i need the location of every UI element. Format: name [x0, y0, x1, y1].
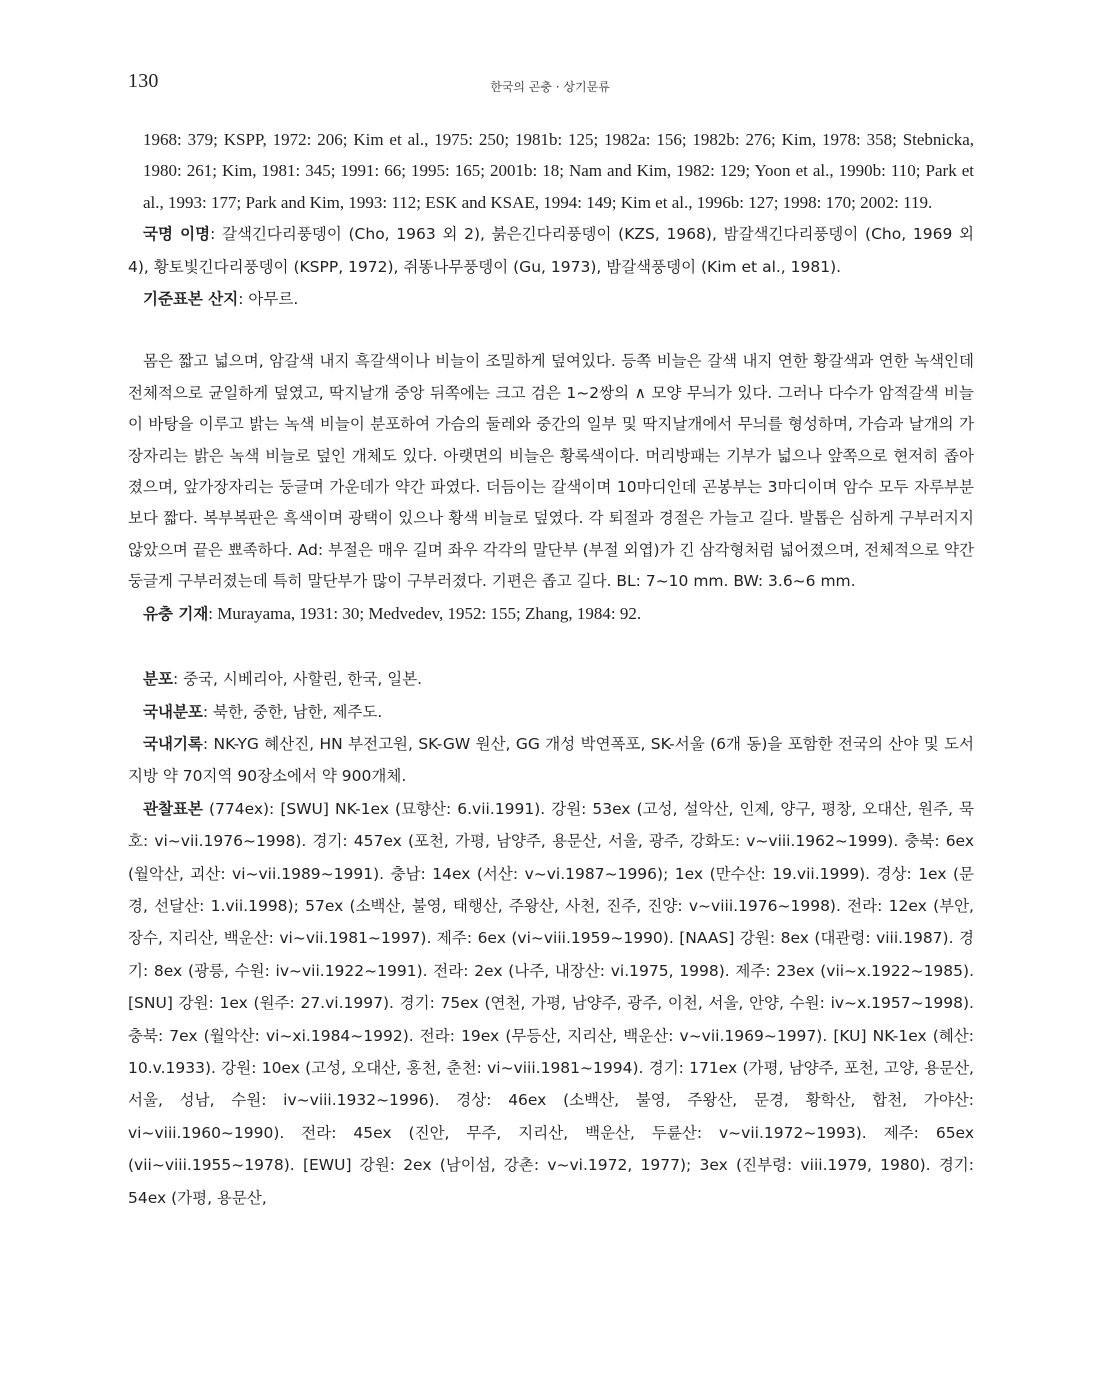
- domestic-distribution-text: : 북한, 중한, 남한, 제주도.: [202, 702, 383, 721]
- domestic-records-paragraph: [128, 728, 974, 793]
- distribution-text: : 중국, 시베리아, 사할린, 한국, 일본.: [172, 670, 423, 689]
- type-locality-heading: 기준표본 산지: [143, 290, 239, 309]
- type-locality-text: : 아무르.: [238, 290, 299, 309]
- korean-names-heading: 국명 이명: [143, 225, 211, 244]
- domestic-distribution-heading: 국내분포: [143, 702, 203, 721]
- larva-paragraph: [128, 598, 974, 630]
- description-paragraph: 몸은 짧고 넓으며, 암갈색 내지 흑갈색이나 비늘이 조밀하게 덮여있다. 등쪽 비늘은 갈색 내지 연한 황갈색과 연한 녹색인데 전체적으로 균일하게 덮였고, 딱지날개 중앙 뒤쪽에는 크고 검은 1~2쌍의 ∧ 모양 무늬가 있다. 그러나 다수가 암적갈색 비늘이 바탕을 이루고 밝는 녹색 비늘이 분포하여 가슴의 둘레와 중간의 일부 및 딱지날개에서 무늬를 형성하며, 가슴과 날개의 가장자리는 밝은 녹색 비늘로 덮인 개체도 있다. 아랫면의 비늘은 황록색이다. 머리방패는 기부가 넓으나 앞쪽으로 현저히 좁아졌으며, 앞가장자리는 둥글며 가운데가 약간 파였다. 더듬이는 갈색이며 10마디인데 곤봉부는 3마디이며 암수 모두 자루부분보다 짧다. 복부복판은 흑색이며 광택이 있으나 황색 비늘로 덮였다. 각 퇴절과 경절은 가늘고 길다. 발톱은 심하게 구부러지지 않았으며 끝은 뾰족하다. Ad: 부절은 매우 길며 좌우 각각의 말단부 (부절 외엽)가 긴 삼각형처럼 넓어졌으며, 전체적으로 약간 둥글게 구부러졌는데 특히 말단부가 많이 구부러졌다. 기편은 좁고 길다. BL: 7~10 mm. BW: 3.6~6 mm.: [128, 352, 974, 591]
- specimens-text: (774ex): [SWU] NK-1ex (묘향산: 6.vii.1991). 강원: 53ex (고성, 설악산, 인제, 양구, 평창, 오대산, 원주, 묵호: vi~vii.1976~1998). 경기: 457ex (포천, 가평, 남양주, 용문산, 서울, 광주, 강화도: v~viii.1962~1999). 충북: 6ex (월악산, 괴산: vi~vii.1989~1991). 충남: 14ex (서산: v~vi.1987~1996); 1ex (만수산: 19.vii.1999). 경상: 1ex (문경, 선달산: 1.vii.1998); 57ex (소백산, 불영, 태행산, 주왕산, 사천, 진주, 진양: v~viii.1976~1998). 전라: 12ex (부안, 장수, 지리산, 백운산: vi~vii.1981~1997). 제주: 6ex (vi~viii.1959~1990). [NAAS] 강원: 8ex (대관령: viii.1987). 경기: 8ex (광릉, 수원: iv~vii.1922~1991). 전라: 2ex (나주, 내장산: vi.1975, 1998). 제주: 23ex (vii~x.1922~1985). [SNU] 강원: 1ex (원주: 27.vi.1997). 경기: 75ex (연천, 가평, 남양주, 광주, 이천, 서울, 안양, 수원: iv~x.1957~1998). 충북: 7ex (월악산: vi~xi.1984~1992). 전라: 19ex (무등산, 지리산, 백운산: v~vii.1969~1997). [KU] NK-1ex (혜산: 10.v.1933). 강원: 10ex (고성, 오대산, 홍천, 춘천: vi~viii.1981~1994). 경기: 171ex (가평, 남양주, 포천, 고양, 용문산, 서울, 성남, 수원: iv~viii.1932~1996). 경상: 46ex (소백산, 불영, 주왕산, 문경, 황학산, 합천, 가야산: vi~viii.1960~1990). 전라: 45ex (진안, 무주, 지리산, 백운산, 두륜산: v~vii.1972~1993). 제주: 65ex (vii~viii.1955~1978). [EWU] 강원: 2ex (남이섬, 강촌: v~vi.1972, 1977); 3ex (진부령: viii.1979, 1980). 경기: 54ex (가평, 용문산,: [128, 799, 974, 1207]
- running-title: 한국의 곤충 · 상기문류: [490, 80, 610, 94]
- larva-text: : Murayama, 1931: 30; Medvedev, 1952: 155; Zhang, 1984: 92.: [208, 603, 642, 623]
- page-number: 130: [128, 70, 159, 92]
- domestic-records-heading: 국내기록: [143, 734, 203, 753]
- larva-heading: 유충 기재: [143, 604, 209, 623]
- specimens-paragraph: [128, 793, 974, 1214]
- type-locality-paragraph: [128, 283, 974, 315]
- domestic-distribution-paragraph: [128, 696, 974, 728]
- korean-names-text: : 갈색긴다리풍뎅이 (Cho, 1963 외 2), 붉은긴다리풍뎅이 (KZS, 1968), 밤갈색긴다리풍뎅이 (Cho, 1969 외 4), 황토빛긴다리풍뎅이 (KSPP, 1972), 쥐똥나무풍뎅이 (Gu, 1973), 밤갈색풍뎅이 (Kim et al., 1981).: [128, 225, 974, 276]
- korean-names-paragraph: [128, 218, 974, 283]
- reference-list: 1968: 379; KSPP, 1972: 206; Kim et al., 1975: 250; 1981b: 125; 1982a: 156; 1982b: 276; Kim, 1978: 358; Stebnicka, 1980: 261; Kim, 1981: 345; 1991: 66; 1995: 165; 2001b: 18; Nam and Kim, 1982: 129; Yoon et al., 1990b: 110; Park et al., 1993: 177; Park and Kim, 1993: 112; ESK and KSAE, 1994: 149; Kim et al., 1996b: 127; 1998: 170; 2002: 119.: [143, 130, 974, 212]
- specimens-heading: 관찰표본: [143, 799, 203, 818]
- distribution-heading: 분포: [143, 670, 173, 689]
- domestic-records-text: : NK-YG 혜산진, HN 부전고원, SK-GW 원산, GG 개성 박연폭포, SK-서울 (6개 동)을 포함한 전국의 산야 및 도서지방 약 70지역 90장소에서 약 900개체.: [128, 734, 974, 786]
- page-body: [128, 124, 974, 1214]
- distribution-paragraph: [128, 663, 974, 695]
